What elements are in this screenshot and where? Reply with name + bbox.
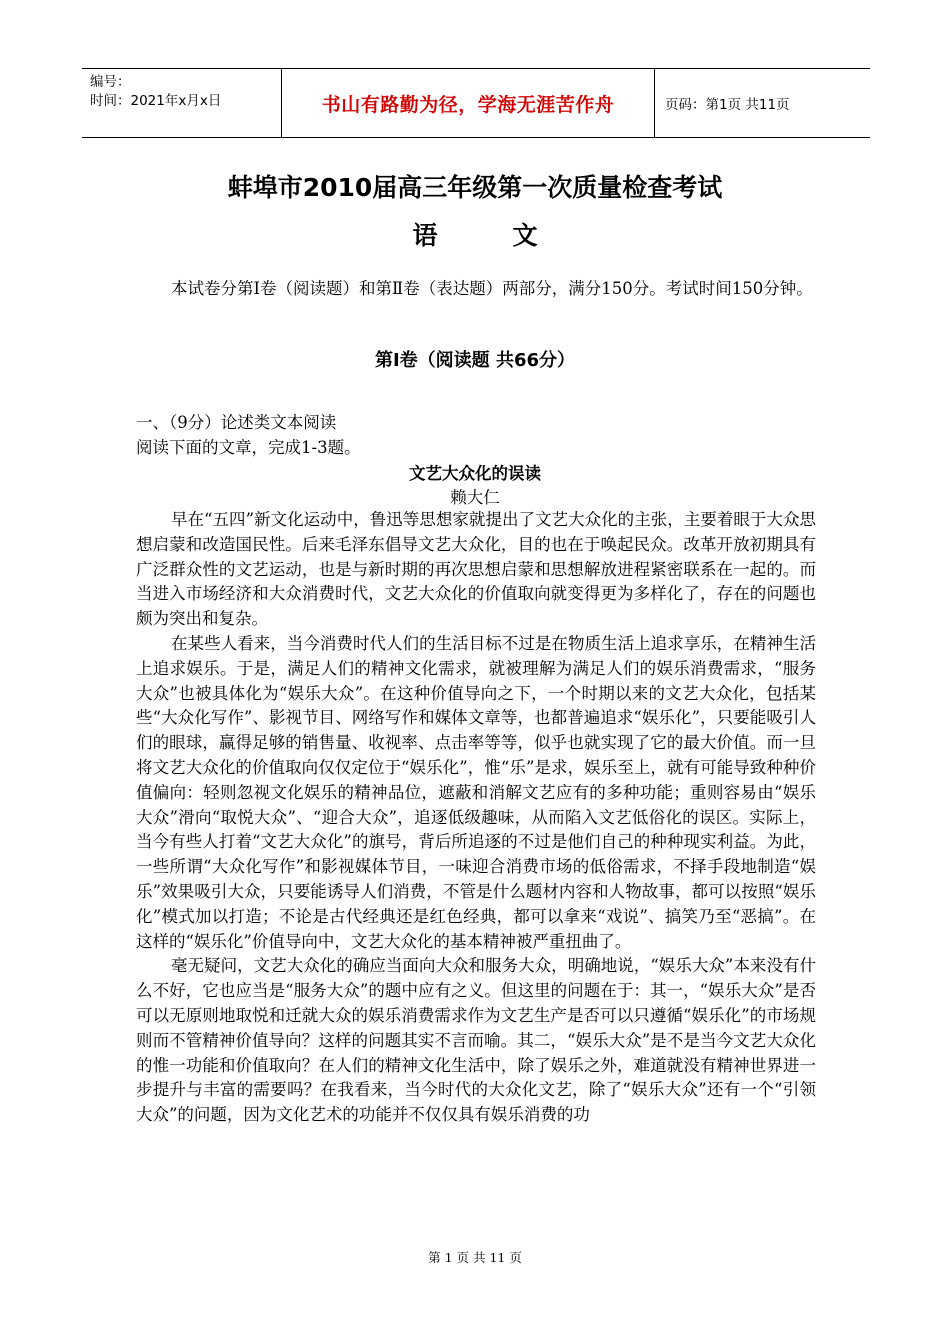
article-title: 文艺大众化的误读 [409,464,541,483]
subject-title: 语 文 [412,221,538,250]
page-footer: 第 1 页 共 11 页 [428,1250,522,1265]
header-page-info: 页码：第1页 共11页 [665,97,790,113]
instruction: 阅读下面的文章，完成1-3题。 [136,438,361,457]
document-header [82,68,870,138]
header-number-label: 编号： [90,74,131,90]
header-meta [82,69,282,137]
article-paragraph: 在某些人看来，当今消费时代人们的生活目标不过是在物质生活上追求享乐，在精神生活上追求娱乐。于是，满足人们的精神文化需求，就被理解为满足人们的娱乐消费需求，“服务大众”也被具体化为“娱乐大众”。在这种价值导向之下，一个时期以来的文艺大众化，包括某些“大众化写作”、影视节目、网络写作和媒体文章等，也都普遍追求“娱乐化”，只要能吸引人们的眼球，赢得足够的销售量、收视率、点击率等等，似乎也就实现了它的最大价值。而一旦将文艺大众化的价值取向仅仅定位于“娱乐化”，惟“乐”是求，娱乐至上，就有可能导致种种价值偏向：轻则忽视文化娱乐的精神品位，遮蔽和消解文艺应有的多种功能；重则容易由“娱乐大众”滑向“取悦大众”、“迎合大众”，追逐低级趣味，从而陷入文艺低俗化的误区。实际上，当今有些人打着“文艺大众化”的旗号，背后所追逐的不过是他们自己的种种现实利益。为此，一些所谓“大众化写作”和影视媒体节目，一味迎合消费市场的低俗需求，不择手段地制造“娱乐”效果吸引大众，只要能诱导人们消费，不管是什么题材内容和人物故事，都可以按照“娱乐化”模式加以打造；不论是古代经典还是红色经典，都可以拿来“戏说”、搞笑乃至“恶搞”。在这样的“娱乐化”价值导向中，文艺大众化的基本精神被严重扭曲了。 [136,633,816,951]
article-author: 赖大仁 [450,488,500,507]
section-heading: 一、（9分）论述类文本阅读 [136,413,337,432]
exam-intro: 本试卷分第Ⅰ卷（阅读题）和第Ⅱ卷（表达题）两部分，满分150分。考试时间150分钟。 [171,279,813,298]
article-paragraph: 毫无疑问，文艺大众化的确应当面向大众和服务大众，明确地说，“娱乐大众”本来没有什么不好，它也应当是“服务大众”的题中应有之义。但这里的问题在于：其一，“娱乐大众”是否可以无原则地取悦和迁就大众的娱乐消费需求作为文艺生产是否可以只遵循“娱乐化”的市场规则而不管精神价值导向？这样的问题其实不言而喻。其二，“娱乐大众”是不是当今文艺大众化的惟一功能和价值取向？在人们的精神文化生活中，除了娱乐之外，难道就没有精神世界进一步提升与丰富的需要吗？在我看来，当今时代的大众化文艺，除了“娱乐大众”还有一个“引领大众”的问题，因为文化艺术的功能并不仅仅具有娱乐消费的功 [136,956,816,1125]
header-motto: 书山有路勤为径，学海无涯苦作舟 [282,69,655,137]
part-heading: 第Ⅰ卷（阅读题 共66分） [374,350,575,371]
article-body [136,508,816,1128]
article-paragraph: 早在“五四”新文化运动中，鲁迅等思想家就提出了文艺大众化的主张，主要着眼于大众思想启蒙和改造国民性。后来毛泽东倡导文艺大众化，目的也在于唤起民众。改革开放初期具有广泛群众性的文艺运动，也是与新时期的再次思想启蒙和思想解放进程紧密联系在一起的。而当进入市场经济和大众消费时代，文艺大众化的价值取向就变得更为多样化了，存在的问题也颇为突出和复杂。 [136,510,816,629]
header-time-label: 时间：2021年x月x日 [90,93,222,109]
exam-title: 蚌埠市2010届高三年级第一次质量检查考试 [227,173,723,202]
